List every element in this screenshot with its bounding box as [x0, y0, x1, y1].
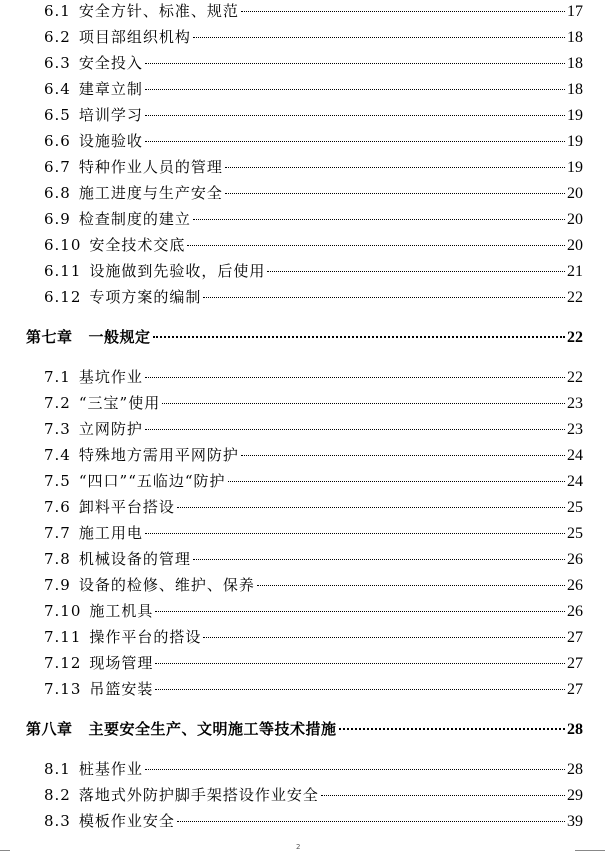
toc-entry-page: 25: [567, 525, 583, 542]
toc-entry-title: 机械设备的管理: [78, 550, 191, 568]
toc-entry[interactable]: [44, 234, 583, 255]
toc-chapter-heading[interactable]: [26, 718, 583, 739]
toc-entry[interactable]: [44, 758, 583, 779]
dot-leader: [193, 219, 565, 220]
toc-entry-title: “四口”“五临边“防护: [78, 472, 226, 490]
toc-entry[interactable]: [44, 78, 583, 99]
toc-entry-title: 安全技术交底: [89, 236, 186, 254]
toc-entry[interactable]: [44, 496, 583, 517]
toc-entry-page: 28: [567, 761, 583, 778]
toc-entry-number: 7.11: [44, 628, 82, 646]
toc-entry-page: 27: [567, 655, 583, 672]
toc-entry-page: 26: [567, 551, 583, 568]
toc-entry-number: 6.12: [44, 288, 82, 306]
toc-entry-number: 6.11: [44, 262, 82, 280]
toc-entry-number: 7.13: [44, 680, 82, 698]
toc-entry-page: 20: [567, 185, 583, 202]
toc-entry-title: 安全投入: [78, 54, 143, 72]
toc-entry-number: 6.5: [44, 106, 71, 124]
toc-entry[interactable]: [44, 784, 583, 805]
toc-entry[interactable]: [44, 130, 583, 151]
toc-entry[interactable]: [44, 678, 583, 699]
dot-leader: [241, 11, 565, 12]
dot-leader: [257, 585, 565, 586]
dot-leader: [145, 377, 565, 378]
dot-leader: [241, 455, 565, 456]
toc-entry-number: 6.9: [44, 210, 71, 228]
toc-entry[interactable]: [44, 600, 583, 621]
page-footer: [0, 843, 605, 856]
footer-page-number: 2: [296, 843, 301, 851]
dot-leader: [155, 689, 565, 690]
toc-entry-number: 7.9: [44, 576, 71, 594]
toc-entry-title: 吊篮安装: [89, 680, 154, 698]
toc-entry-number: 6.3: [44, 54, 71, 72]
toc-entry-title: 施工用电: [78, 524, 143, 542]
toc-entry-number: 7.2: [44, 394, 71, 412]
toc-entry[interactable]: [44, 652, 583, 673]
toc-entry-page: 18: [567, 29, 583, 46]
toc-entry-page: 22: [567, 289, 583, 306]
toc-entry-page: 22: [567, 369, 583, 386]
footer-rule-left: [0, 850, 10, 851]
toc-entry[interactable]: [44, 470, 583, 491]
toc-entry[interactable]: [44, 286, 583, 307]
toc-chapter-page: 22: [567, 329, 583, 346]
dot-leader: [145, 769, 565, 770]
footer-rule-right: [575, 850, 605, 851]
toc-entry-page: 39: [567, 813, 583, 830]
dot-leader: [187, 245, 565, 246]
toc-entry[interactable]: [44, 392, 583, 413]
dot-leader: [225, 193, 565, 194]
toc-entry-page: 19: [567, 159, 583, 176]
toc-entry[interactable]: [44, 182, 583, 203]
dot-leader: [162, 403, 565, 404]
toc-entry-title: 设施做到先验收，后使用: [89, 262, 266, 280]
toc-entry-page: 18: [567, 55, 583, 72]
toc-entry[interactable]: [44, 626, 583, 647]
toc-entry[interactable]: [44, 104, 583, 125]
toc-entry-number: 6.1: [44, 2, 71, 20]
toc-entry-number: 8.1: [44, 760, 71, 778]
toc-entry-title: 操作平台的搭设: [89, 628, 202, 646]
dot-leader: [193, 37, 565, 38]
toc-entry-number: 8.2: [44, 786, 71, 804]
toc-entry-title: 设备的检修、维护、保养: [78, 576, 255, 594]
toc-entry[interactable]: [44, 366, 583, 387]
toc-entry-title: 项目部组织机构: [78, 28, 191, 46]
toc-entry-number: 7.4: [44, 446, 71, 464]
toc-entry-title: 基坑作业: [78, 368, 143, 386]
dot-leader: [203, 297, 565, 298]
toc-chapter-page: 28: [567, 721, 583, 738]
dot-leader: [145, 429, 565, 430]
dot-leader: [153, 336, 565, 338]
toc-entry-title: “三宝”使用: [78, 394, 161, 412]
toc-entry[interactable]: [44, 548, 583, 569]
toc-entry[interactable]: [44, 26, 583, 47]
toc-entry[interactable]: [44, 208, 583, 229]
toc-entry[interactable]: [44, 574, 583, 595]
toc-entry-page: 20: [567, 211, 583, 228]
toc-entry-page: 24: [567, 473, 583, 490]
toc-entry-number: 7.1: [44, 368, 71, 386]
toc-chapter-heading[interactable]: [26, 326, 583, 347]
toc-entry-number: 7.10: [44, 602, 82, 620]
toc-entry-page: 21: [567, 263, 583, 280]
dot-leader: [193, 559, 565, 560]
toc-entry-number: 6.4: [44, 80, 71, 98]
dot-leader: [177, 821, 565, 822]
toc-chapter-title: 主要安全生产、文明施工等技术措施: [88, 720, 337, 738]
toc-entry-title: 施工进度与生产安全: [78, 184, 223, 202]
toc-entry-title: 安全方针、标准、规范: [78, 2, 239, 20]
toc-entry-number: 7.3: [44, 420, 71, 438]
toc-entry-title: 卸料平台搭设: [78, 498, 175, 516]
dot-leader: [145, 141, 565, 142]
toc-entry-number: 6.10: [44, 236, 82, 254]
toc-entry-page: 23: [567, 395, 583, 412]
toc-entry-title: 桩基作业: [78, 760, 143, 778]
toc-entry-title: 设施验收: [78, 132, 143, 150]
toc-entry-page: 26: [567, 603, 583, 620]
dot-leader: [203, 637, 565, 638]
dot-leader: [145, 115, 565, 116]
toc-entry[interactable]: [44, 0, 583, 21]
toc-entry-page: 27: [567, 681, 583, 698]
toc-entry-page: 20: [567, 237, 583, 254]
toc-entry-page: 17: [567, 3, 583, 20]
toc-entry[interactable]: [44, 810, 583, 831]
toc-entry-page: 29: [567, 787, 583, 804]
toc-entry-number: 7.6: [44, 498, 71, 516]
toc-entry-title: 施工机具: [89, 602, 154, 620]
toc-entry-page: 24: [567, 447, 583, 464]
toc-entry-title: 建章立制: [78, 80, 143, 98]
toc-entry-title: 立网防护: [78, 420, 143, 438]
toc-chapter-title: 一般规定: [88, 328, 151, 346]
toc-entry-page: 27: [567, 629, 583, 646]
toc-chapter-number: 第七章: [26, 328, 73, 346]
dot-leader: [145, 63, 565, 64]
toc-entry-number: 7.8: [44, 550, 71, 568]
toc-entry-page: 19: [567, 133, 583, 150]
dot-leader: [225, 167, 565, 168]
dot-leader: [155, 611, 565, 612]
toc-entry-page: 25: [567, 499, 583, 516]
toc-entry-page: 19: [567, 107, 583, 124]
toc-entry-title: 特种作业人员的管理: [78, 158, 223, 176]
toc-entry-title: 培训学习: [78, 106, 143, 124]
toc-entry[interactable]: [44, 156, 583, 177]
toc-entry[interactable]: [44, 522, 583, 543]
toc-entry[interactable]: [44, 52, 583, 73]
toc-entry[interactable]: [44, 260, 583, 281]
dot-leader: [155, 663, 565, 664]
toc-entry[interactable]: [44, 444, 583, 465]
toc-entry-title: 现场管理: [89, 654, 154, 672]
toc-entry-number: 8.3: [44, 812, 71, 830]
dot-leader: [177, 507, 565, 508]
toc-entry-number: 6.8: [44, 184, 71, 202]
toc-entry-number: 7.7: [44, 524, 71, 542]
toc-entry-page: 26: [567, 577, 583, 594]
dot-leader: [145, 533, 565, 534]
toc-entry-number: 6.6: [44, 132, 71, 150]
toc-entry-title: 落地式外防护脚手架搭设作业安全: [78, 786, 319, 804]
toc-entry-title: 专项方案的编制: [89, 288, 202, 306]
toc-entry-number: 7.12: [44, 654, 82, 672]
toc-entry-number: 6.7: [44, 158, 71, 176]
toc-entry-page: 23: [567, 421, 583, 438]
toc-entry-title: 模板作业安全: [78, 812, 175, 830]
dot-leader: [145, 89, 565, 90]
toc-entry-number: 6.2: [44, 28, 71, 46]
toc-entry-page: 18: [567, 81, 583, 98]
dot-leader: [339, 728, 565, 730]
toc-entry-title: 特殊地方需用平网防护: [78, 446, 239, 464]
toc-entry[interactable]: [44, 418, 583, 439]
dot-leader: [267, 271, 565, 272]
dot-leader: [228, 481, 565, 482]
toc-chapter-number: 第八章: [26, 720, 73, 738]
toc-entry-number: 7.5: [44, 472, 71, 490]
toc-entry-title: 检查制度的建立: [78, 210, 191, 228]
dot-leader: [321, 795, 565, 796]
